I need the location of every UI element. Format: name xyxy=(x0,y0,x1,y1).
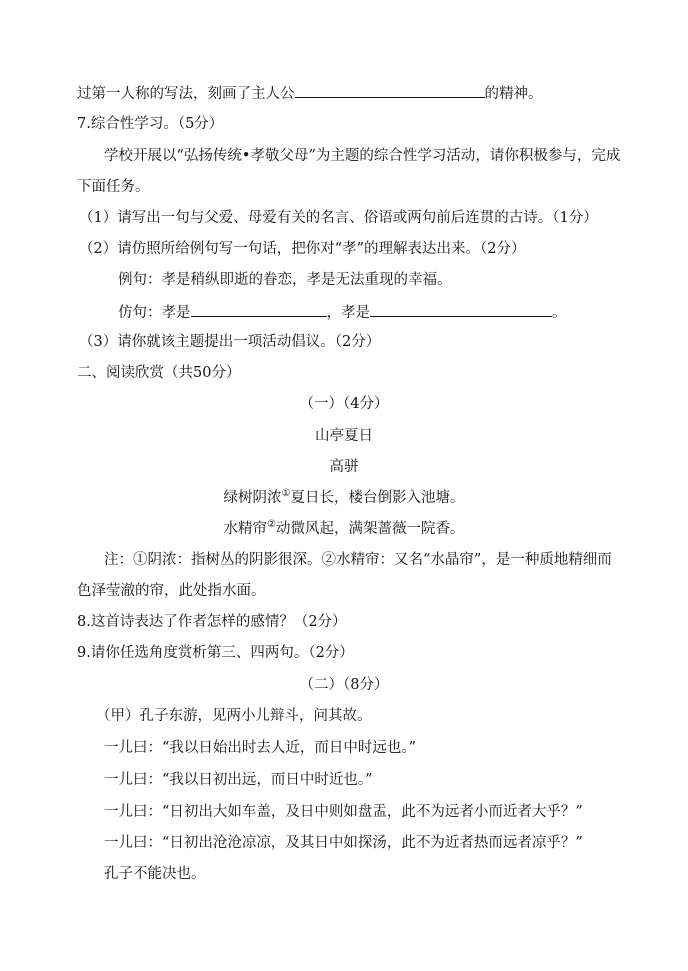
part-2-heading: （二）（8分） xyxy=(299,677,389,693)
answer-blank xyxy=(370,302,552,317)
text-segment: ，孝是 xyxy=(326,305,370,321)
text-segment: 仿句：孝是 xyxy=(118,305,191,321)
example-sentence: 例句：孝是稍纵即逝的眷恋，孝是无法重现的幸福。 xyxy=(118,272,452,288)
passage-line: 一儿曰：“我以日始出时去人近，而日中时远也。” xyxy=(104,740,417,756)
passage-line: 一儿曰：“我以日初出远，而日中时近也。” xyxy=(104,772,373,788)
text-segment: 的精神。 xyxy=(484,86,543,102)
task-2: （2）请仿照所给例句写一句话，把你对“孝”的理解表达出来。（2分） xyxy=(79,241,526,257)
footnote-marker: ① xyxy=(281,488,291,500)
question-8: 8.这首诗表达了作者怎样的感情？（2分） xyxy=(77,614,347,630)
paragraph-line: 学校开展以“弘扬传统•孝敬父母”为主题的综合性学习活动，请你积极参与，完成 xyxy=(104,148,621,164)
text-line-continuation xyxy=(77,83,543,103)
passage-line: 孔子不能决也。 xyxy=(104,866,206,882)
task-1: （1）请写出一句与父爱、母爱有关的名言、俗语或两句前后连贯的古诗。（1分） xyxy=(79,210,598,226)
task-3: （3）请你就该主题提出一项活动倡议。（2分） xyxy=(79,334,381,350)
section-2-heading: 二、阅读欣赏（共50分） xyxy=(77,365,241,381)
part-1-heading: （一）（4分） xyxy=(299,396,389,412)
answer-blank xyxy=(295,83,485,98)
text-segment: 绿树阴浓 xyxy=(223,490,282,506)
poem-title: 山亭夏日 xyxy=(315,428,373,444)
poem-line-2 xyxy=(0,520,688,538)
footnote-marker: ② xyxy=(267,519,276,531)
passage-line: 一儿曰：“日初出沧沧凉凉，及其日中如探汤，此不为近者热而远者凉乎？” xyxy=(104,835,583,851)
text-segment: 水精帘 xyxy=(223,521,268,537)
paragraph-line: 下面任务。 xyxy=(77,179,150,195)
poem-note-line: 色泽莹澈的帘，此处指水面。 xyxy=(77,583,266,599)
text-segment: 过第一人称的写法，刻画了主人公 xyxy=(77,86,295,102)
question-7-heading: 7.综合性学习。（5分） xyxy=(77,116,224,132)
answer-blank xyxy=(191,302,327,317)
poem-author: 高骈 xyxy=(329,459,359,475)
poem-note-line: 注：①阴浓：指树丛的阴影很深。②水精帘：又名“水晶帘”，是一种质地精细而 xyxy=(104,552,612,568)
imitation-sentence xyxy=(118,302,567,322)
text-segment: 夏日长，楼台倒影入池塘。 xyxy=(290,490,465,506)
passage-line: （甲）孔子东游，见两小儿辩斗，问其故。 xyxy=(96,708,372,724)
text-segment: 。 xyxy=(552,305,567,321)
poem-line-1 xyxy=(0,489,688,507)
question-9: 9.请你任选角度赏析第三、四两句。（2分） xyxy=(77,645,354,661)
passage-line: 一儿曰：“日初出大如车盖，及日中则如盘盂，此不为远者小而近者大乎？” xyxy=(104,804,583,820)
text-segment: 动微风起，满架蔷薇一院香。 xyxy=(275,521,465,537)
